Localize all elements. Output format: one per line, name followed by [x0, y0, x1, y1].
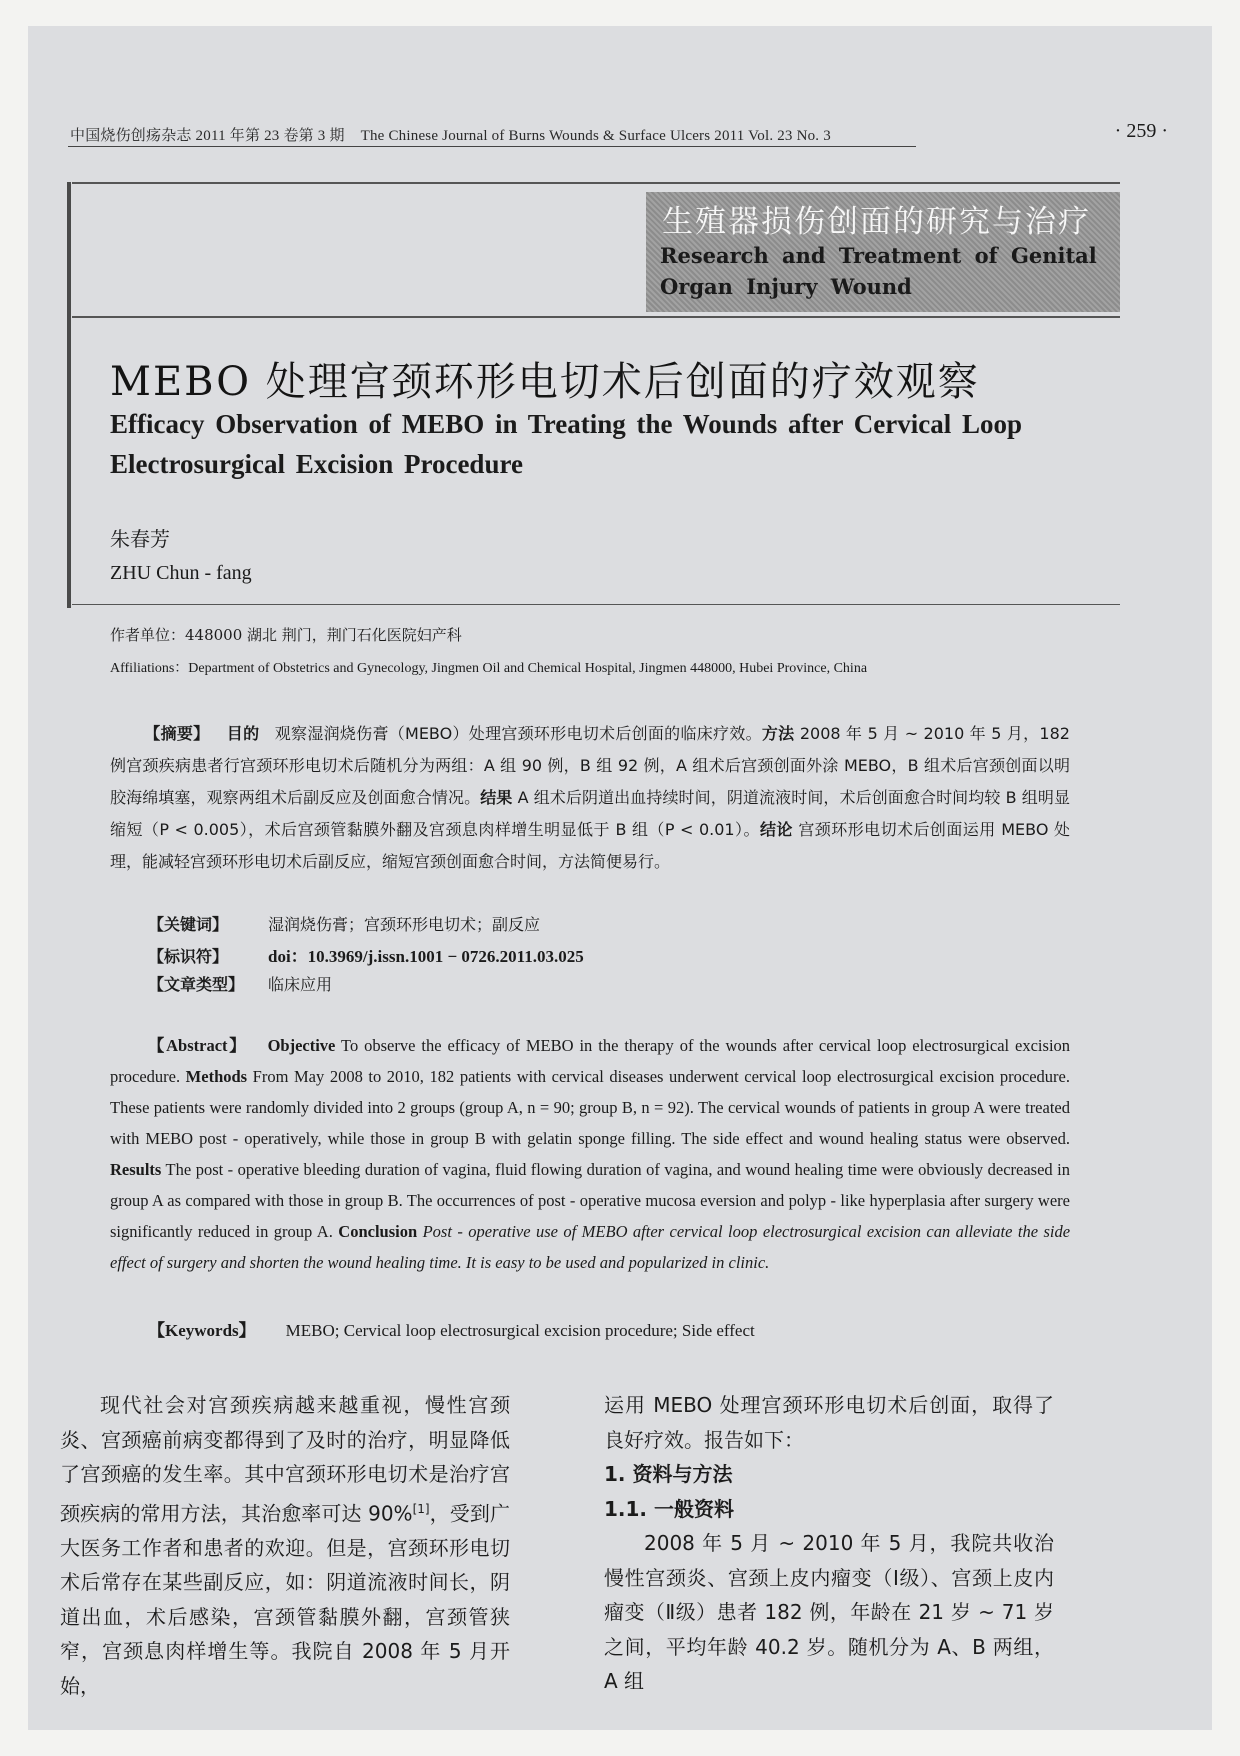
body-paragraph [60, 1388, 510, 1703]
conclusion-text-en: Post - operative use of MEBO after cervical loop electrosurgical excision can alleviate the side effect of surgery and shorten the wound healing time. It is easy to be used and popularized in clinic. [110, 1222, 1071, 1272]
article-title-zh: MEBO 处理宫颈环形电切术后创面的疗效观察 [110, 359, 980, 405]
left-margin-bar-bottom [67, 318, 71, 608]
body-text: ，受到广大医务工作者和患者的欢迎。但是，宫颈环形电切术后常存在某些副反应，如：阴道流液时间长，阴道出血，术后感染，宫颈管黏膜外翻，宫颈管狭窄，宫颈息肉样增生等。我院自 2008 年 5 月开始， [60, 1501, 510, 1698]
left-margin-bar-top [67, 182, 71, 318]
citation-ref: [1] [412, 1501, 430, 1516]
doi-line [148, 942, 584, 967]
objective-label-en: Objective [267, 1036, 336, 1055]
doi-label: 【标识符】 [148, 947, 229, 966]
page-number: · 259 · [1114, 120, 1168, 142]
results-label-en: Results [110, 1160, 162, 1179]
keywords-label-zh: 【关键词】 [148, 915, 229, 934]
results-label-zh: 结果 [480, 788, 513, 807]
doi-text: doi：10.3969/j.issn.1001 − 0726.2011.03.025 [268, 947, 584, 966]
section-heading: 1. 资料与方法 [604, 1462, 733, 1486]
abstract-label-en: 【Abstract】 [146, 1036, 248, 1055]
affiliation-en: Affiliations：Department of Obstetrics and Gynecology, Jingmen Oil and Chemical Hospital, Jingmen 448000, Hubei Province, China [110, 661, 868, 676]
methods-text-en: From May 2008 to 2010, 182 patients with cervical diseases underwent cervical loop electrosurgical excision procedure. These patients were randomly divided into 2 groups (group A, n = 90; group B, n = 92). The cervical wounds of patients in group A were treated with MEBO post - operatively, while those in group B with gelatin sponge filling. The side effect and wound healing status were observed. [110, 1067, 1070, 1148]
abstract-label-zh: 【摘要】 [144, 724, 210, 743]
body-paragraph: 2008 年 5 月 ~ 2010 年 5 月，我院共收治慢性宫颈炎、宫颈上皮内瘤变（Ⅰ级）、宫颈上皮内瘤变（Ⅱ级）患者 182 例，年龄在 21 岁 ~ 71 岁之间，平均年龄 40.2 岁。随机分为 A、B 两组，A 组 [604, 1531, 1054, 1693]
body-text: 现代社会对宫颈疾病越来越重视，慢性宫颈炎、宫颈癌前病变都得到了及时的治疗，明显降低了宫颈癌的发生率。其中宫颈环形电切术是治疗宫颈疾病的常用方法，其治愈率可达 90% [60, 1393, 510, 1526]
affiliation-zh: 作者单位：448000 湖北 荆门，荆门石化医院妇产科 [110, 626, 462, 644]
results-text-en: The post - operative bleeding duration of vagina, fluid flowing duration of vagina, and wound healing time were obviously decreased in group A as compared with those in group B. The occurrences of post - operative mucosa eversion and polyp - like hyperplasia after surgery were significantly reduced in group A. [110, 1160, 1071, 1241]
journal-name-en: The Chinese Journal of Burns Wounds & Surface Ulcers 2011 Vol. 23 No. 3 [360, 128, 831, 144]
article-title-en: Efficacy Observation of MEBO in Treating the Wounds after Cervical Loop Electrosurgical Excision Procedure [110, 409, 1022, 479]
header-underline [68, 146, 916, 147]
keywords-text-en: MEBO; Cervical loop electrosurgical excision procedure; Side effect [285, 1321, 755, 1340]
subsection-heading: 1.1. 一般资料 [604, 1496, 734, 1521]
section-rule [72, 316, 1120, 318]
keywords-text-zh: 湿润烧伤膏；宫颈环形电切术；副反应 [268, 915, 541, 934]
methods-label-en: Methods [185, 1067, 248, 1086]
body-column-right [604, 1388, 1054, 1699]
author-name-en: ZHU Chun - fang [110, 562, 252, 584]
column-title-zh: 生殖器损伤创面的研究与治疗 [662, 204, 1091, 240]
conclusion-label-zh: 结论 [759, 820, 793, 839]
affiliation-rule [72, 604, 1120, 605]
keywords-zh [148, 912, 540, 935]
running-head [70, 124, 831, 145]
objective-text-zh: 观察湿润烧伤膏（MEBO）处理宫颈环形电切术后创面的临床疗效。 [274, 724, 762, 743]
methods-text-zh: 2008 年 5 月 ~ 2010 年 5 月，182 例宫颈疾病患者行宫颈环形电切术后随机分为两组：A 组 90 例，B 组 92 例，A 组术后宫颈创面外涂 MEBO，B 组术后宫颈创面以明胶海绵填塞，观察两组术后副反应及创面愈合情况。 [110, 724, 1070, 807]
column-title-en: Research and Treatment of Genital Organ Injury Wound [660, 243, 1097, 299]
body-column-left [60, 1388, 510, 1703]
abstract-en [110, 1030, 1070, 1278]
methods-label-zh: 方法 [761, 724, 795, 743]
article-type-label: 【文章类型】 [148, 975, 245, 994]
article-type-text: 临床应用 [268, 975, 333, 994]
keywords-en [148, 1316, 755, 1341]
abstract-zh [110, 718, 1070, 878]
keywords-label-en: 【Keywords】 [148, 1321, 256, 1340]
objective-text-en: To observe the efficacy of MEBO in the therapy of the wounds after cervical loop electrosurgical excision procedure. [110, 1036, 1071, 1086]
author-name-zh: 朱春芳 [110, 527, 170, 551]
article-type-line [148, 972, 332, 995]
objective-label-zh: 目的 [226, 724, 260, 743]
conclusion-label-en: Conclusion [338, 1222, 418, 1241]
top-rule [72, 182, 1120, 184]
conclusion-text-zh: 宫颈环形电切术后创面运用 MEBO 处理，能减轻宫颈环形电切术后副反应，缩短宫颈创面愈合时间，方法简便易行。 [110, 820, 1070, 871]
body-paragraph: 运用 MEBO 处理宫颈环形电切术后创面，取得了良好疗效。报告如下： [604, 1393, 1054, 1452]
results-text-zh: A 组术后阴道出血持续时间，阴道流液时间，术后创面愈合时间均较 B 组明显缩短（P < 0.005），术后宫颈管黏膜外翻及宫颈息肉样增生明显低于 B 组（P < 0.01）。 [110, 788, 1070, 839]
journal-name-zh: 中国烧伤创疡杂志 2011 年第 23 卷第 3 期 [70, 128, 345, 144]
